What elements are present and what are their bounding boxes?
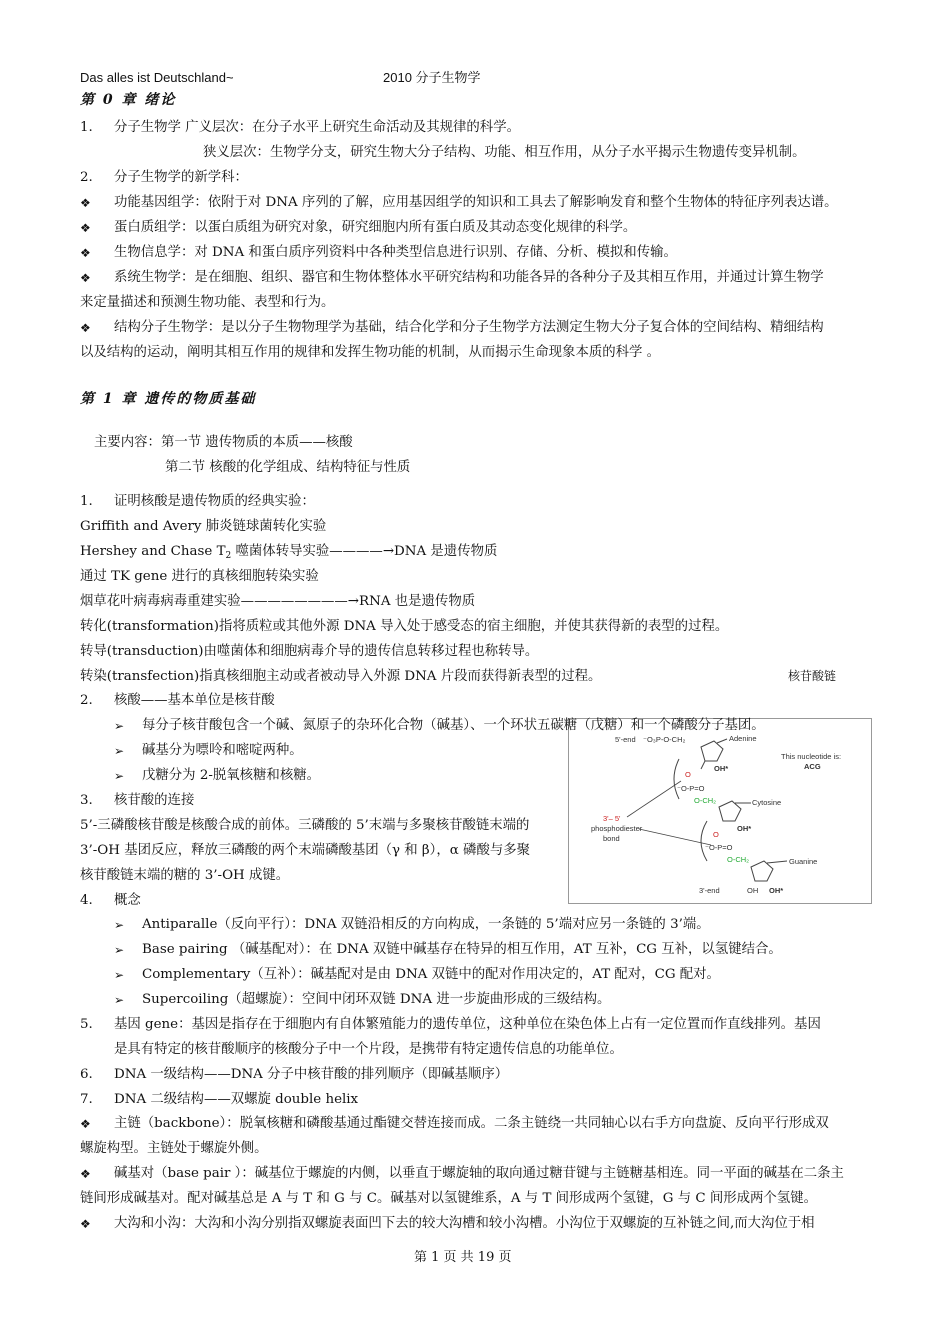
- item-text: 分子生物学的新学科：: [114, 170, 248, 185]
- bullet-text: 生物信息学：对 DNA 和蛋白质序列资料中各种类型信息进行识别、存储、分析、模拟和传输。: [114, 245, 677, 260]
- bracket-line: [701, 821, 707, 861]
- phosphodiester-label: 3'– 5': [603, 814, 621, 823]
- item-text: 基因 gene：基因是指存在于细胞内有自体繁殖能力的遗传单位，这种单位在染色体上占有一定位置而作直线排列。基因: [114, 1017, 821, 1032]
- bond-line: [701, 761, 705, 769]
- item-text: 概念: [114, 893, 141, 908]
- definition-line: 转化(transformation)指将质粒或其他外源 DNA 导入处于感受态的宿主细胞，并使其获得新的表型的过程。: [80, 619, 729, 634]
- item-number: 1.: [80, 120, 93, 135]
- sugar-ring-icon: [751, 861, 773, 881]
- item-text: DNA 一级结构——DNA 分子中核苷酸的排列顺序（即碱基顺序）: [114, 1067, 509, 1082]
- three-end-label: 3'-end: [699, 886, 720, 895]
- oh-label: OH*: [714, 764, 729, 773]
- phosphate-group-label: ⁻O-P=O: [705, 843, 733, 852]
- arrow-bullet-icon: ➢: [114, 968, 125, 982]
- adenine-label: Adenine: [729, 734, 757, 743]
- chapter-0-title: 第 0 章 绪论: [80, 92, 177, 108]
- guanine-label: Guanine: [789, 857, 818, 866]
- bullet-continuation: 以及结构的运动，阐明其相互作用的规律和发挥生物功能的机制，从而揭示生命现象本质的科学 。: [80, 345, 661, 360]
- item-text: 分子生物学 广义层次：在分子水平上研究生命活动及其规律的科学。: [114, 120, 520, 135]
- phosphodiester-label: phosphodiester: [591, 824, 643, 833]
- item-number: 3.: [80, 793, 93, 808]
- arrow-bullet-icon: ➢: [114, 744, 125, 758]
- oh-label: OH*: [737, 824, 752, 833]
- item-text: DNA 二级结构——双螺旋 double helix: [114, 1092, 359, 1107]
- bullet-text: 碱基对（base pair ）：碱基位于螺旋的内侧，以垂直于螺旋轴的取向通过糖苷键与主链糖基相连。同一平面的碱基在二条主: [114, 1166, 844, 1181]
- bullet-continuation: 来定量描述和预测生物功能、表型和行为。: [80, 295, 335, 310]
- arrow-bullet-icon: ➢: [114, 719, 125, 733]
- phosphate-label: ⁻O₃P-O-CH₂: [643, 735, 686, 744]
- bullet-text: 大沟和小沟：大沟和小沟分别指双螺旋表面凹下去的较大沟槽和较小沟槽。小沟位于双螺旋的互补链之间,而大沟位于相: [114, 1216, 815, 1231]
- item-text: 核酸——基本单位是核苷酸: [114, 693, 275, 708]
- oxygen-label: O: [713, 830, 719, 839]
- arrow-bullet-text: Base pairing （碱基配对）：在 DNA 双链中碱基存在特异的相互作用，AT 互补，CG 互补，以氢键结合。: [142, 942, 782, 957]
- bullet-text: 系统生物学：是在细胞、组织、器官和生物体整体水平研究结构和功能各异的各种分子及其相互作用，并通过计算生物学: [114, 270, 824, 285]
- diamond-bullet-icon: ❖: [80, 221, 91, 235]
- diamond-bullet-icon: ❖: [80, 321, 91, 335]
- arrow-bullet-text: 戊糖分为 2-脱氧核糖和核糖。: [142, 768, 320, 783]
- five-end-label: 5'-end: [615, 735, 636, 744]
- nucleotide-chain-diagram: [569, 719, 871, 903]
- this-nucleotide-label: This nucleotide is:: [781, 752, 842, 761]
- figure-caption: 核苷酸链: [788, 669, 837, 683]
- main-content-line: 主要内容：第一节 遗传物质的本质——核酸: [94, 435, 353, 450]
- item-text: 证明核酸是遗传物质的经典实验：: [114, 494, 315, 509]
- o-ch2-label: O-CH₂: [727, 855, 750, 864]
- item-number: 7.: [80, 1092, 93, 1107]
- arrow-bullet-text: 碱基分为嘌呤和嘧啶两种。: [142, 743, 303, 758]
- sugar-ring-icon: [701, 741, 723, 761]
- item-number: 2.: [80, 693, 93, 708]
- experiment-line: 通过 TK gene 进行的真核细胞转染实验: [80, 569, 319, 584]
- diamond-bullet-icon: ❖: [80, 196, 91, 210]
- header-right: 2010 分子生物学: [383, 70, 481, 85]
- cytosine-label: Cytosine: [752, 798, 782, 807]
- oxygen-label: O: [685, 770, 691, 779]
- item-number: 1.: [80, 494, 93, 509]
- item-continuation: 狭义层次：生物学分支，研究生物大分子结构、功能、相互作用，从分子水平揭示生物遗传变异机制。: [203, 145, 806, 160]
- item-text: 核苷酸的连接: [114, 793, 195, 808]
- acg-label: ACG: [804, 762, 821, 771]
- definition-line: 转染(transfection)指真核细胞主动或者被动导入外源 DNA 片段而获得新表型的过程。: [80, 669, 602, 684]
- o-ch2-label: O-CH₂: [694, 796, 717, 805]
- bullet-text: 主链（backbone）：脱氧核糖和磷酸基通过酯键交替连接而成。二条主链绕一共同轴心以右手方向盘旋、反向平行形成双: [114, 1116, 829, 1131]
- base-bond-line: [767, 861, 787, 863]
- arrow-bullet-text: Complementary（互补）：碱基配对是由 DNA 双链中的配对作用决定的，AT 配对，CG 配对。: [142, 967, 720, 982]
- experiment-line: 烟草花叶病毒病毒重建实验————————→RNA 也是遗传物质: [80, 594, 476, 609]
- diamond-bullet-icon: ❖: [80, 1217, 91, 1231]
- paragraph-line: 3’-OH 基团反应，释放三磷酸的两个末端磷酸基团（γ 和 β），α 磷酸与多聚: [80, 843, 531, 858]
- pointer-line: [639, 829, 711, 845]
- diamond-bullet-icon: ❖: [80, 246, 91, 260]
- header-left: Das alles ist Deutschland~: [80, 70, 234, 85]
- arrow-bullet-text: 每分子核苷酸包含一个碱、氮原子的杂环化合物（碱基）、一个环状五碳糖（戊糖）和一个磷酸分子基团。: [142, 718, 765, 733]
- bullet-continuation: 链间形成碱基对。配对碱基总是 A 与 T 和 G 与 C。碱基对以氢键维系，A 与 T 间形成两个氢键，G 与 C 间形成两个氢键。: [80, 1191, 817, 1206]
- arrow-bullet-icon: ➢: [114, 943, 125, 957]
- experiment-line: Griffith and Avery 肺炎链球菌转化实验: [80, 519, 327, 534]
- item-continuation: 是具有特定的核苷酸顺序的核酸分子中一个片段，是携带有特定遗传信息的功能单位。: [114, 1042, 623, 1057]
- phosphodiester-label: bond: [603, 834, 620, 843]
- definition-line: 转导(transduction)由噬菌体和细胞病毒介导的遗传信息转移过程也称转导。: [80, 644, 539, 659]
- paragraph-line: 5’-三磷酸核苷酸是核酸合成的前体。三磷酸的 5’末端与多聚核苷酸链末端的: [80, 818, 530, 833]
- diamond-bullet-icon: ❖: [80, 271, 91, 285]
- pointer-line: [627, 781, 681, 817]
- item-number: 2.: [80, 170, 93, 185]
- bullet-text: 功能基因组学：依附于对 DNA 序列的了解，应用基因组学的知识和工具去了解影响发育和整个生物体的特征序列表达谱。: [114, 195, 838, 210]
- diamond-bullet-icon: ❖: [80, 1167, 91, 1181]
- bullet-text: 结构分子生物学：是以分子生物物理学为基础，结合化学和分子生物学方法测定生物大分子复合体的空间结构、精细结构: [114, 320, 824, 335]
- item-number: 5.: [80, 1017, 93, 1032]
- base-bond-line: [717, 739, 727, 743]
- bullet-continuation: 螺旋构型。主链处于螺旋外侧。: [80, 1141, 268, 1156]
- bracket-line: [674, 759, 679, 799]
- phosphate-group-label: ⁻O-P=O: [677, 784, 705, 793]
- diamond-bullet-icon: ❖: [80, 1117, 91, 1131]
- chapter-1-title: 第 1 章 遗传的物质基础: [80, 391, 257, 407]
- item-number: 6.: [80, 1067, 93, 1082]
- item-number: 4.: [80, 893, 93, 908]
- arrow-bullet-icon: ➢: [114, 993, 125, 1007]
- experiment-line: Hershey and Chase $T_2$ 噬菌体转导实验————→DNA 是遗传物质: [80, 544, 498, 561]
- oh-label: OH*: [769, 886, 784, 895]
- sugar-ring-icon: [719, 801, 741, 821]
- arrow-bullet-text: Antiparalle（反向平行）：DNA 双链沿相反的方向构成，一条链的 5’端对应另一条链的 3’端。: [142, 917, 710, 932]
- paragraph-line: 核苷酸链末端的糖的 3’-OH 成键。: [80, 868, 290, 883]
- arrow-bullet-icon: ➢: [114, 769, 125, 783]
- bullet-text: 蛋白质组学：以蛋白质组为研究对象，研究细胞内所有蛋白质及其动态变化规律的科学。: [114, 220, 637, 235]
- arrow-bullet-text: Supercoiling（超螺旋）：空间中闭环双链 DNA 进一步旋曲形成的三级结构。: [142, 992, 611, 1007]
- nucleotide-chain-figure: [568, 718, 872, 904]
- page-footer: 第 1 页 共 19 页: [414, 1250, 512, 1265]
- arrow-bullet-icon: ➢: [114, 918, 125, 932]
- oh-label: OH: [747, 886, 759, 895]
- main-content-line: 第二节 核酸的化学组成、结构特征与性质: [165, 460, 411, 475]
